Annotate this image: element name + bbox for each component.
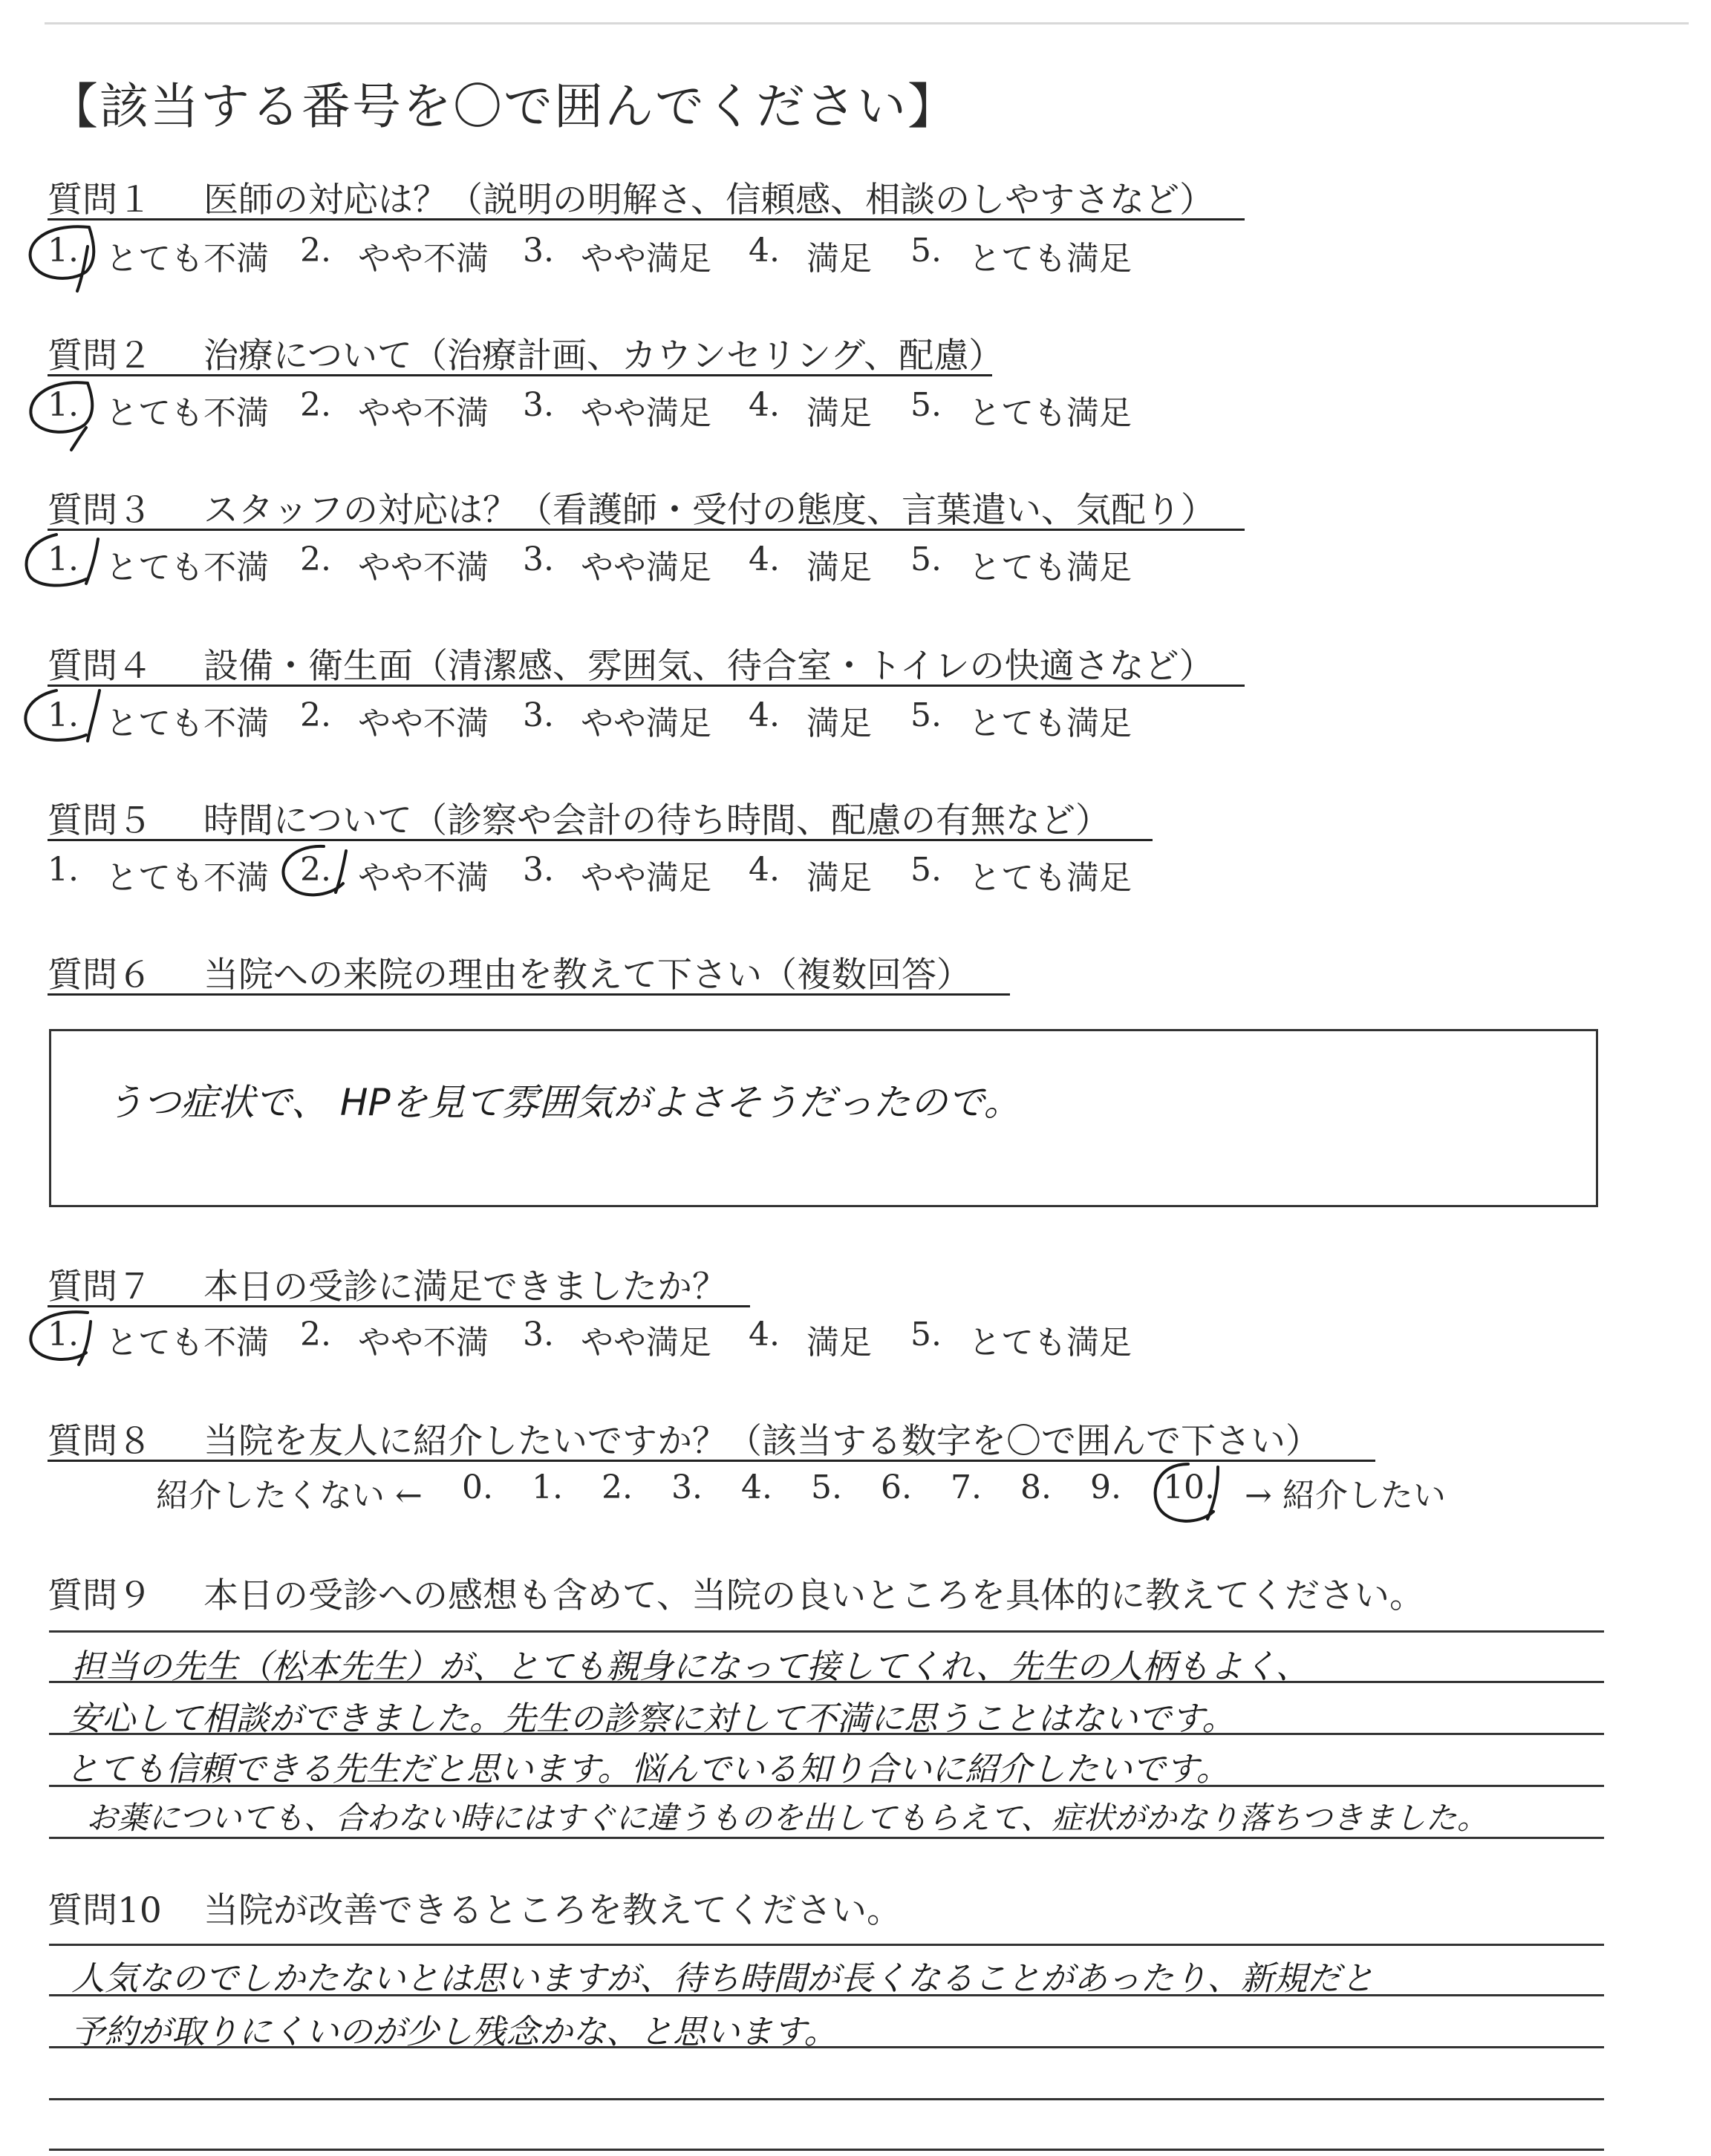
- scale-left-label: 紹介したくない ←: [156, 1477, 423, 1515]
- scale-option[interactable]: 5.: [811, 1469, 842, 1506]
- option-label: とても不満: [105, 1324, 269, 1362]
- option-number[interactable]: 2.: [300, 386, 331, 424]
- option-number[interactable]: 4.: [749, 232, 780, 270]
- option-label: やや不満: [358, 394, 489, 432]
- option-label: やや不満: [358, 549, 489, 587]
- option-number[interactable]: 3.: [523, 232, 554, 270]
- question-number: 質問10: [48, 1890, 162, 1931]
- option-number[interactable]: 1.: [48, 232, 79, 270]
- option-label: やや満足: [581, 394, 711, 432]
- option-number[interactable]: 2.: [300, 1316, 331, 1353]
- option-number[interactable]: 5.: [910, 851, 942, 889]
- option-number[interactable]: 1.: [48, 696, 79, 734]
- option-label: とても不満: [105, 394, 269, 432]
- question-number: 質問８: [48, 1421, 152, 1462]
- option-number[interactable]: 4.: [749, 696, 780, 734]
- option-label: やや満足: [581, 705, 711, 742]
- option-number[interactable]: 1.: [48, 851, 79, 889]
- scale-right-label: → 紹介したい: [1245, 1477, 1446, 1515]
- option-label: とても不満: [105, 240, 269, 278]
- question-text: 治療について（治療計画、カウンセリング、配慮）: [203, 336, 1004, 376]
- question-number: 質問７: [48, 1267, 152, 1307]
- q10-handwritten-line: 人気なのでしかたないとは思いますが、待ち時間が長くなることがあったり、新規だと: [71, 1959, 1375, 1998]
- option-number[interactable]: 2.: [300, 232, 331, 270]
- option-label: やや不満: [358, 1324, 489, 1362]
- scale-option[interactable]: 8.: [1020, 1469, 1052, 1506]
- option-label: とても満足: [968, 549, 1132, 587]
- option-label: とても満足: [968, 1324, 1132, 1362]
- option-number[interactable]: 5.: [910, 232, 942, 270]
- option-label: とても不満: [105, 549, 269, 587]
- option-label: やや満足: [581, 1324, 711, 1362]
- option-number[interactable]: 1.: [48, 1316, 79, 1353]
- option-number[interactable]: 2.: [300, 851, 331, 889]
- survey-heading: 【該当する番号を〇で囲んでください】: [49, 78, 958, 135]
- scale-option[interactable]: 2.: [602, 1469, 633, 1506]
- question-text: 時間について（診察や会計の待ち時間、配慮の有無など）: [203, 800, 1111, 841]
- option-label: 満足: [806, 1324, 872, 1362]
- scale-option[interactable]: 7.: [951, 1469, 982, 1506]
- option-label: とても満足: [968, 859, 1132, 897]
- option-number[interactable]: 4.: [749, 540, 780, 578]
- option-label: とても不満: [105, 859, 269, 897]
- option-number[interactable]: 5.: [910, 386, 942, 424]
- option-number[interactable]: 3.: [523, 386, 554, 424]
- option-label: やや不満: [358, 240, 489, 278]
- option-label: とても満足: [968, 705, 1132, 742]
- option-number[interactable]: 4.: [749, 851, 780, 889]
- option-label: やや不満: [358, 859, 489, 897]
- option-number[interactable]: 2.: [300, 540, 331, 578]
- question-number: 質問５: [48, 800, 152, 841]
- question-text: 本日の受診への感想も含めて、当院の良いところを具体的に教えてください。: [203, 1575, 1425, 1616]
- scale-option[interactable]: 6.: [881, 1469, 912, 1506]
- scale-option[interactable]: 9.: [1090, 1469, 1121, 1506]
- option-number[interactable]: 4.: [749, 1316, 780, 1353]
- question-number: 質問３: [48, 490, 152, 531]
- option-label: とても満足: [968, 394, 1132, 432]
- q9-handwritten-line: 安心して相談ができました。先生の診察に対して不満に思うことはないです。: [68, 1699, 1236, 1738]
- question-number: 質問２: [48, 336, 152, 376]
- q6-handwritten-answer: うつ症状で、 HPを見て雰囲気がよさそうだったので。: [106, 1081, 1021, 1124]
- option-label: 満足: [806, 240, 872, 278]
- pen-circle-q5: [283, 846, 346, 895]
- pen-circle-q4: [25, 690, 100, 741]
- option-number[interactable]: 1.: [48, 540, 79, 578]
- pen-circle-q2: [30, 382, 92, 450]
- option-number[interactable]: 3.: [523, 851, 554, 889]
- question-number: 質問１: [48, 180, 152, 220]
- option-number[interactable]: 3.: [523, 1316, 554, 1353]
- question-number: 質問６: [48, 955, 152, 996]
- option-number[interactable]: 5.: [910, 540, 942, 578]
- pen-circle-q8: [1156, 1464, 1218, 1521]
- scale-option[interactable]: 0.: [462, 1469, 493, 1506]
- option-number[interactable]: 3.: [523, 540, 554, 578]
- option-number[interactable]: 4.: [749, 386, 780, 424]
- scale-option[interactable]: 3.: [671, 1469, 703, 1506]
- option-number[interactable]: 5.: [910, 696, 942, 734]
- option-label: やや満足: [581, 240, 711, 278]
- option-label: 満足: [806, 394, 872, 432]
- scale-option[interactable]: 4.: [741, 1469, 772, 1506]
- option-label: やや満足: [581, 549, 711, 587]
- option-label: やや満足: [581, 859, 711, 897]
- question-number: 質問９: [48, 1575, 152, 1616]
- q10-handwritten-line: 予約が取りにくいのが少し残念かな、と思います。: [71, 2012, 838, 2051]
- q9-handwritten-line: とても信頼できる先生だと思います。悩んでいる知り合いに紹介したいです。: [65, 1749, 1230, 1788]
- question-text: スタッフの対応は？（看護師・受付の態度、言葉遣い、気配り）: [203, 490, 1216, 531]
- scale-option[interactable]: 1.: [532, 1469, 563, 1506]
- scale-option[interactable]: 10.: [1163, 1469, 1215, 1506]
- option-label: 満足: [806, 859, 872, 897]
- question-text: 当院への来院の理由を教えて下さい（複数回答）: [203, 955, 971, 996]
- option-label: 満足: [806, 549, 872, 587]
- q9-handwritten-line: お薬についても、合わない時にはすぐに違うものを出してもらえて、症状がかなり落ちつきました。: [86, 1800, 1488, 1836]
- option-label: 満足: [806, 705, 872, 742]
- pen-circle-q7: [30, 1312, 91, 1365]
- option-number[interactable]: 2.: [300, 696, 331, 734]
- option-number[interactable]: 5.: [910, 1316, 942, 1353]
- question-text: 本日の受診に満足できましたか？: [203, 1267, 727, 1307]
- option-number[interactable]: 1.: [48, 386, 79, 424]
- option-label: やや不満: [358, 705, 489, 742]
- question-text: 当院が改善できるところを教えてください。: [203, 1890, 902, 1931]
- question-number: 質問４: [48, 646, 152, 687]
- option-number[interactable]: 3.: [523, 696, 554, 734]
- pen-circle-q1: [30, 226, 94, 291]
- option-label: とても満足: [968, 240, 1132, 278]
- question-text: 当院を友人に紹介したいですか？（該当する数字を〇で囲んで下さい）: [203, 1421, 1320, 1462]
- question-text: 設備・衛生面（清潔感、雰囲気、待合室・トイレの快適さなど）: [203, 646, 1214, 687]
- q9-handwritten-line: 担当の先生（松本先生）が、とても親身になって接してくれ、先生の人柄もよく、: [71, 1647, 1309, 1686]
- pen-circle-q3: [27, 535, 99, 586]
- option-label: とても不満: [105, 705, 269, 742]
- question-text: 医師の対応は？（説明の明解さ、信頼感、相談のしやすさなど）: [203, 180, 1215, 220]
